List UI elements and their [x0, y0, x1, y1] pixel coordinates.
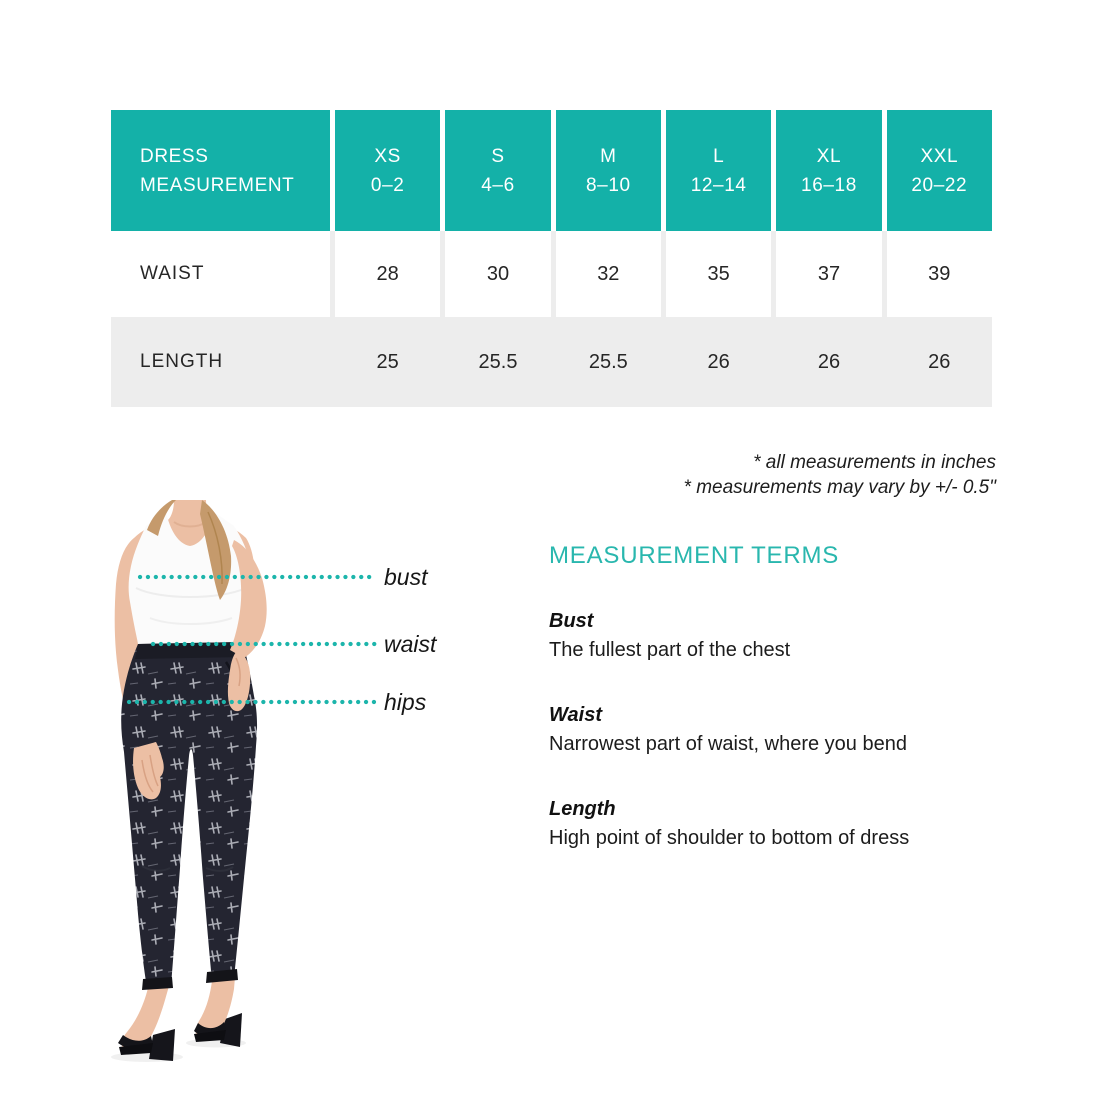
term-bust	[549, 609, 1009, 663]
table-row-length	[111, 317, 992, 407]
length-value-xxl: 26	[928, 350, 951, 373]
size-chart-header-row	[111, 110, 992, 231]
size-range: 4–6	[481, 174, 515, 196]
length-value-xs: 25	[376, 350, 399, 373]
term-definition: Narrowest part of waist, where you bend	[549, 733, 907, 755]
bust-label: bust	[384, 564, 428, 590]
model-figure	[90, 500, 380, 1070]
note-inches: * all measurements in inches	[753, 452, 996, 473]
size-name: L	[713, 145, 725, 167]
waist-value-l: 35	[666, 231, 771, 317]
waist-label: waist	[384, 631, 437, 657]
waist-value-s: 30	[445, 231, 550, 317]
waist-value-xxl: 39	[887, 231, 992, 317]
size-name: XS	[374, 145, 401, 167]
model-shoes	[111, 969, 246, 1062]
size-name: M	[600, 145, 617, 167]
size-name: XXL	[920, 145, 959, 167]
size-range: 8–10	[585, 174, 631, 196]
size-range: 12–14	[690, 174, 747, 196]
header-cell-xl	[776, 110, 881, 231]
waist-value-m: 32	[556, 231, 661, 317]
size-range: 0–2	[370, 174, 405, 196]
term-name: Waist	[549, 704, 602, 726]
header-cell-xxl	[887, 110, 992, 231]
length-value-l: 26	[707, 350, 730, 373]
header-cell-xs	[335, 110, 440, 231]
length-value-m: 25.5	[588, 350, 628, 373]
hips-label: hips	[384, 689, 427, 715]
term-name: Length	[549, 798, 616, 820]
length-value-xl: 26	[817, 350, 841, 373]
size-chart-table	[111, 110, 992, 407]
header-cell-m	[556, 110, 661, 231]
table-row-waist	[111, 231, 992, 317]
size-name: XL	[816, 145, 842, 167]
header-title-line1: DRESS	[140, 145, 209, 167]
length-value-s: 25.5	[478, 350, 518, 373]
row-label-length: LENGTH	[140, 351, 224, 372]
header-cell-l	[666, 110, 771, 231]
term-name: Bust	[549, 610, 594, 632]
model-photo	[90, 500, 380, 1070]
term-definition: The fullest part of the chest	[549, 639, 791, 661]
term-length	[549, 797, 1009, 851]
measurement-terms-section	[549, 543, 1009, 851]
size-name: S	[491, 145, 505, 167]
measurement-terms-heading: MEASUREMENT TERMS	[549, 542, 840, 569]
header-cell-title	[111, 110, 330, 231]
term-definition: High point of shoulder to bottom of dress	[549, 827, 910, 849]
term-waist	[549, 703, 1009, 757]
measurement-notes	[684, 450, 996, 500]
size-range: 16–18	[801, 174, 857, 196]
note-variance: * measurements may vary by +/- 0.5"	[683, 477, 996, 498]
header-cell-s	[445, 110, 550, 231]
size-range: 20–22	[911, 174, 968, 196]
waist-value-xl: 37	[776, 231, 881, 317]
header-title-line2: MEASUREMENT	[140, 174, 295, 196]
waist-value-xs: 28	[335, 231, 440, 317]
row-label-waist: WAIST	[111, 231, 330, 317]
